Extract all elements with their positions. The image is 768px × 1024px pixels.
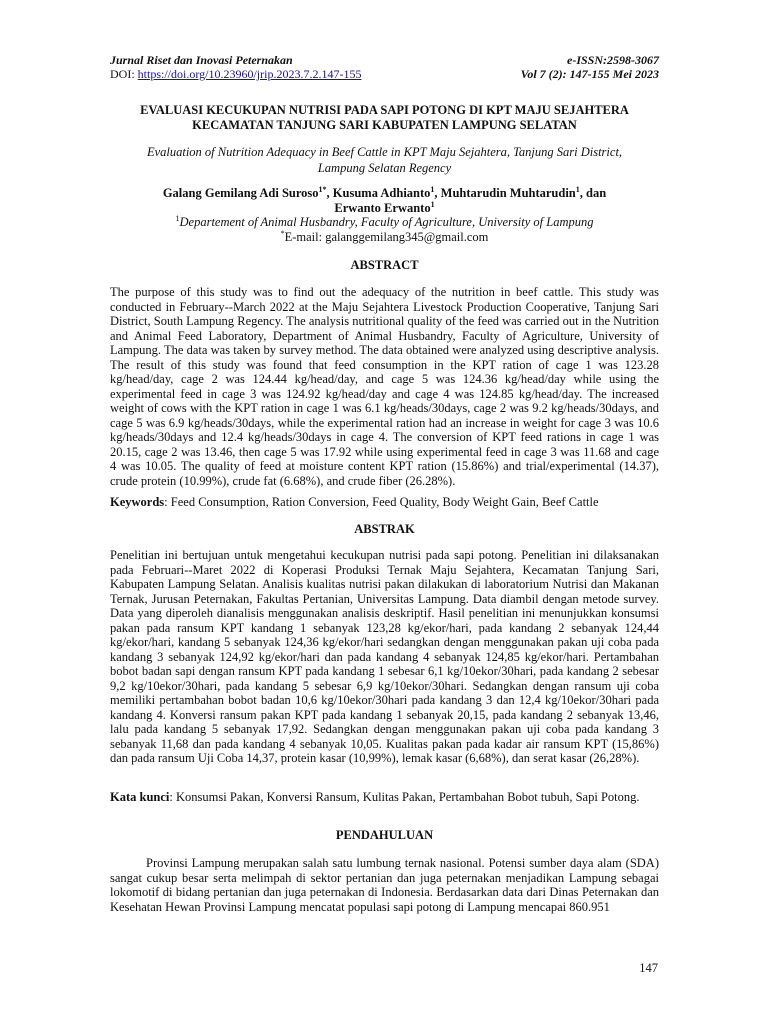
affiliation-line [110, 215, 659, 230]
kata-kunci-text: : Konsumsi Pakan, Konversi Ransum, Kulitas Pakan, Pertambahan Bobot tubuh, Sapi Potong. [169, 790, 640, 804]
author-line-1 [110, 186, 659, 201]
keywords-label: Keywords [110, 495, 165, 509]
kata-kunci-label: Kata kunci [110, 790, 170, 804]
author-line-2 [110, 201, 659, 216]
keywords [110, 495, 659, 510]
title-line-1: EVALUASI KECUKUPAN NUTRISI PADA SAPI POTONG DI KPT MAJU SEJAHTERA [140, 103, 629, 117]
intro-body: Provinsi Lampung merupakan salah satu lumbung ternak nasional. Potensi sumber daya alam (SDA) sangat cukup besar serta melimpah di sektor pertanian dan juga peternakan menjadikan Lampung sebagai lokomotif di bidang pertanian dan juga peternakan di Indonesia. Berdasarkan data dari Dinas Peternakan dan Kesehatan Hewan Provinsi Lampung mencatat populasi sapi potong di Lampung mencapai 860.951 [110, 856, 659, 914]
abstrak-body: Penelitian ini bertujuan untuk mengetahui kecukupan nutrisi pada sapi potong. Penelitian ini dilaksanakan pada Februari--Maret 2022 di Koperasi Produksi Ternak Maju Sejahtera, Kecamatan Tanjung Sari, Kabupaten Lampung Selatan. Analisis kualitas nutrisi pakan dilakukan di laboratorium Nutrisi dan Makanan Ternak, Jurusan Peternakan, Fakultas Pertanian, Universitas Lampung. Data diambil dengan metode survey. Data yang diperoleh dianalisis menggunakan analisis deskriptif. Hasil penelitian ini menunjukkan konsumsi pakan pada ransum KPT kandang 1 sebanyak 123,28 kg/ekor/hari, pada kandang 2 sebanyak 124,44 kg/ekor/hari, kandang 5 sebanyak 124,36 kg/ekor/hari sedangkan dengan menggunakan pakan uji coba pada kandang 3 sebanyak 124,92 kg/ekor/hari dan pada kandang 4 sebanyak 124,85 kg/ekor/hari. Pertambahan bobot badan sapi dengan ransum KPT pada kandang 1 sebesar 6,1 kg/10ekor/30hari, pada kandang 2 sebesar 9,2 kg/10ekor/30hari, pada kandang 5 sebesar 6,9 kg/10ekor/30hari. Sedangkan dengan ransum uji coba memiliki pertambahan bobot badan 10,6 kg/10ekor/30hari pada kandang 3 dan 12,4 kg/10ekor/30hari pada kandang 4. Konversi ransum pakan KPT pada kandang 1 sebanyak 20,15, pada kandang 2 sebanyak 13,46, lalu pada kandang 5 sebanyak 17,92. Sedangkan dengan menggunakan pakan uji coba pada kandang 3 sebanyak 11,68 dan pada kandang 4 sebanyak 10,05. Kualitas pakan pada kadar air ransum KPT (15,86%) dan pada ransum Uji Coba 14,37, protein kasar (10,99%), lemak kasar (6,68%), dan serat kasar (26,28%). [110, 548, 659, 765]
abstract-heading: ABSTRACT [350, 258, 419, 272]
intro-heading: PENDAHULUAN [335, 828, 434, 842]
author-name: , Muhtarudin Muhtarudin [434, 186, 576, 200]
author-name: Erwanto Erwanto [334, 201, 431, 215]
english-title-line-1: Evaluation of Nutrition Adequacy in Beef Cattle in KPT Maju Sejahtera, Tanjung Sari District, [146, 145, 623, 159]
author-sup: 1 [430, 199, 435, 209]
affiliation-sup: 1 [175, 213, 180, 223]
doi-link[interactable]: https://doi.org/10.23960/jrip.2023.7.2.147-155 [137, 67, 362, 81]
page-number: 147 [639, 961, 658, 975]
english-title [110, 145, 659, 176]
doi-label: DOI: [110, 67, 138, 81]
issn: e-ISSN:2598-3067 [567, 53, 659, 67]
journal-name: Jurnal Riset dan Inovasi Peternakan [110, 53, 293, 67]
kata-kunci [110, 790, 659, 805]
doi [110, 67, 361, 81]
author-name: Galang Gemilang Adi Suroso [162, 186, 319, 200]
volume-info: Vol 7 (2): 147-155 Mei 2023 [520, 67, 659, 81]
author-conjunction: , dan [579, 186, 607, 200]
english-title-line-2: Lampung Selatan Regency [317, 160, 452, 175]
author-sup: 1 [575, 184, 580, 194]
corresponding-email [110, 230, 659, 245]
email-sup: * [280, 228, 285, 238]
author-list [110, 186, 659, 216]
keywords-text: : Feed Consumption, Ration Conversion, Feed Quality, Body Weight Gain, Beef Cattle [164, 495, 599, 509]
abstract-body: The purpose of this study was to find out the adequacy of the nutrition in beef cattle. This study was conducted in February--March 2022 at the Maju Sejahtera Livestock Production Cooperative, Tanjung Sari District, South Lampung Regency. The analysis nutritional quality of the feed was carried out in the Nutrition and Animal Feed Laboratory, Department of Animal Husbandry, Faculty of Agriculture, University of Lampung. The data was taken by survey method. The data obtained were analyzed using descriptive analysis. The result of this study was found that feed consumption in the KPT ration of cage 1 was 123.28 kg/head/day, cage 2 was 124.44 kg/head/day, and cage 5 was 124.36 kg/head/day while using the experimental feed in cage 3 was 124.92 kg/head/day and cage 4 was 124.85 kg/head/day. The increased weight of cows with the KPT ration in cage 1 was 6.1 kg/heads/30days, cage 2 was 9.2 kg/heads/30days, and cage 5 was 6.9 kg/heads/30days, while the experimental ration had an increase in weight for cage 3 was 10.6 kg/heads/30days and 12.4 kg/heads/30days in cage 4. The conversion of KPT feed rations in cage 1 was 20.15, cage 2 was 13.46, then cage 5 was 17.92 while using experimental feed in cage 3 was 11.68 and cage 4 was 10.05. The quality of feed at moisture content KPT ration (15.86%) and trial/experimental (14.37), crude protein (10.99%), crude fat (6.68%), and crude fiber (26.28%). [110, 285, 659, 488]
author-sup: 1* [318, 184, 327, 194]
title-line-2: KECAMATAN TANJUNG SARI KABUPATEN LAMPUNG SELATAN [192, 118, 577, 132]
author-sup: 1 [430, 184, 435, 194]
paper-title [110, 103, 659, 133]
affiliation-text: Departement of Animal Husbandry, Faculty of Agriculture, University of Lampung [179, 215, 594, 229]
affiliation [110, 215, 659, 245]
abstrak-heading: ABSTRAK [354, 522, 415, 536]
email-text: E-mail: galanggemilang345@gmail.com [284, 230, 489, 244]
author-name: , Kusuma Adhianto [326, 186, 431, 200]
